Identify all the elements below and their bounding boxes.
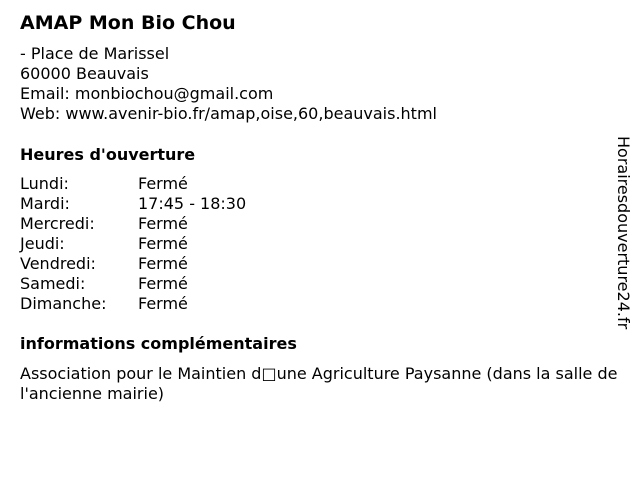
address-street: - Place de Marissel xyxy=(20,44,170,63)
day-label: Mercredi: xyxy=(20,214,95,233)
day-hours: Fermé xyxy=(138,274,188,293)
day-label: Dimanche: xyxy=(20,294,107,313)
hours-row-wednesday xyxy=(20,214,246,234)
day-hours: Fermé xyxy=(138,174,188,193)
hours-row-sunday xyxy=(20,294,246,314)
day-label: Jeudi: xyxy=(20,234,65,253)
hours-row-saturday xyxy=(20,274,246,294)
day-hours: 17:45 - 18:30 xyxy=(138,194,247,213)
day-hours: Fermé xyxy=(138,254,188,273)
hours-heading: Heures d'ouverture xyxy=(20,145,196,164)
day-hours: Fermé xyxy=(138,294,188,313)
day-label: Mardi: xyxy=(20,194,70,213)
store-name: AMAP Mon Bio Chou xyxy=(20,12,236,34)
hours-row-tuesday xyxy=(20,194,246,214)
day-label: Samedi: xyxy=(20,274,86,293)
hours-row-monday xyxy=(20,174,246,194)
hours-row-thursday xyxy=(20,234,246,254)
day-label: Lundi: xyxy=(20,174,69,193)
store-website: Web: www.avenir-bio.fr/amap,oise,60,beauvais.html xyxy=(20,104,437,123)
day-hours: Fermé xyxy=(138,214,188,233)
watermark-label: Horairesdouverture24.fr xyxy=(614,136,633,330)
hours-row-friday xyxy=(20,254,246,274)
day-label: Vendredi: xyxy=(20,254,96,273)
day-hours: Fermé xyxy=(138,234,188,253)
opening-hours-list xyxy=(20,174,246,314)
store-address xyxy=(20,44,437,124)
store-email: Email: monbiochou@gmail.com xyxy=(20,84,274,103)
address-city: 60000 Beauvais xyxy=(20,64,149,83)
additional-info-text: Association pour le Maintien d□une Agriculture Paysanne (dans la salle de l'ancienne mairie) xyxy=(20,364,618,403)
additional-info-heading: informations complémentaires xyxy=(20,334,297,353)
